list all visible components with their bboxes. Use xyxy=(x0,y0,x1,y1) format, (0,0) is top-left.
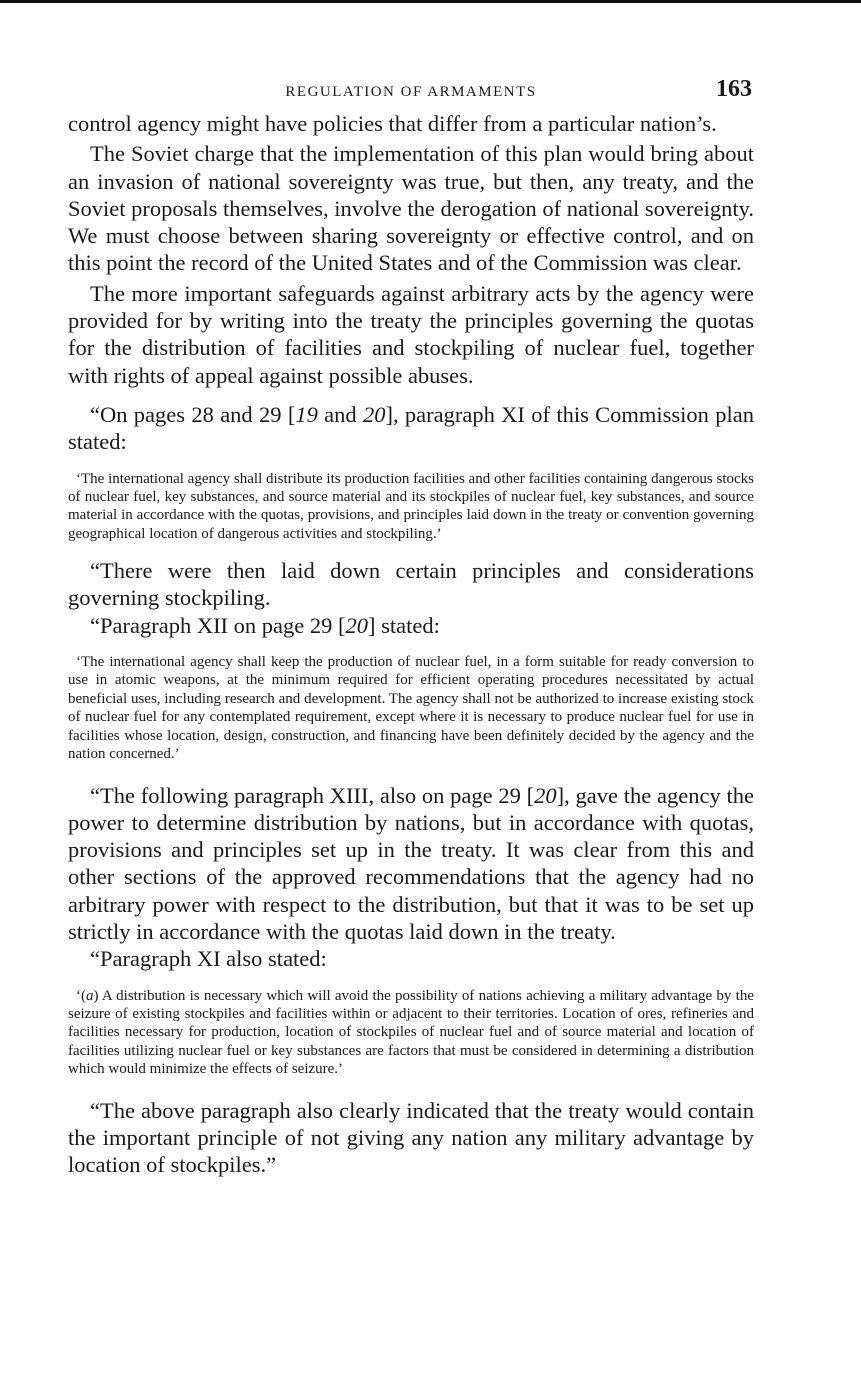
q3-rest: ) A distribution is necessary which will avoid the possibility of nations achieving a military advantage by the seizure of existing stockpiles and facilities within or adjacent to their territories. Location of ores, refineries and facilities necessary for production, location of stockpiles of nuclear fuel and of source material and location of facilities utilizing nuclear fuel or key substances are factors that must be considered in determining a distribution which would minimize the effects of seizure.’ xyxy=(68,987,754,1078)
paragraph-pages-28-29 xyxy=(68,401,754,456)
running-title: REGULATION OF ARMAMENTS xyxy=(285,84,537,100)
q3-open: ‘( xyxy=(76,987,86,1004)
paragraph-soviet-charge: The Soviet charge that the implementation of this plan would bring about an invasion of national sovereignty was true, but then, any treaty, and the Soviet proposals themselves, involve the derogation of national sovereignty. We must choose between sharing sovereignty or effective control, and on this point the record of the United States and of the Commission was clear. xyxy=(68,141,754,276)
document-page xyxy=(68,76,754,1179)
quotation-paragraph-xi: ‘The international agency shall distribute its production facilities and other facilities containing dangerous stocks of nuclear fuel, key substances, and source material and its stockpiles of nuclear fuel, key substances, and source material in accordance with the quotas, provisions, and principles laid down in the treaty or convention governing geographical location of dangerous activities and stockpiling.’ xyxy=(68,470,754,542)
p7-italic-page: 20 xyxy=(534,782,557,808)
paragraph-xii-intro xyxy=(68,612,754,639)
p4-text-c: ], paragraph XI of this Commission plan stated: xyxy=(68,401,754,455)
p6-text-a: “Paragraph XII on page 29 [ xyxy=(90,612,346,638)
p6-text-b: ] stated: xyxy=(368,612,440,638)
p4-italic-page-a: 19 xyxy=(295,401,318,427)
running-header xyxy=(68,76,754,110)
page-number: 163 xyxy=(716,76,752,102)
paragraph-principles-stockpiling: “There were then laid down certain principles and considerations governing stockpiling. xyxy=(68,558,754,611)
page-top-border xyxy=(0,0,861,3)
paragraph-safeguards: The more important safeguards against arbitrary acts by the agency were provided for by writing into the treaty the principles governing the quotas for the distribution of facilities and stockpiling of nuclear fuel, together with rights of appeal against possible abuses. xyxy=(68,280,754,388)
q3-italic-a: a xyxy=(86,987,94,1004)
p4-text-b: and xyxy=(317,401,363,427)
p6-italic-page: 20 xyxy=(345,612,369,638)
paragraph-xiii xyxy=(68,782,754,946)
p4-italic-page-b: 20 xyxy=(362,401,386,427)
paragraph-xi-also-stated: “Paragraph XI also stated: xyxy=(90,946,327,972)
p4-text-a: “On pages 28 and 29 [ xyxy=(90,401,296,427)
quotation-paragraph-xii: ‘The international agency shall keep the production of nuclear fuel, in a form suitable for ready conversion to use in atomic weapons, at the minimum required for efficient operating procedures necessitated by actual beneficial uses, including research and development. The agency shall not be authorized to increase existing stock of nuclear fuel for any contemplated requirement, except where it is necessary to produce nuclear fuel for use in facilities whose location, design, construction, and financing have been definitely decided by the agency and the nation concerned.’ xyxy=(68,654,754,763)
paragraph-conclusion: “The above paragraph also clearly indicated that the treaty would contain the important principle of not giving any nation any military advantage by location of stockpiles.” xyxy=(68,1097,754,1178)
quotation-paragraph-xi-a xyxy=(68,987,754,1079)
p7-text-b: ], gave the agency the power to determine distribution by nations, but in accordance with quotas, provisions and principles set up in the treaty. It was clear from this and other sections of the approved recommendations that the agency had no arbitrary power with respect to the distribution, but that it was to be set up strictly in accordance with the quotas laid down in the treaty. xyxy=(68,782,755,944)
p7-text-a: “The following paragraph XIII, also on page 29 [ xyxy=(90,782,535,808)
paragraph-continuation: control agency might have policies that differ from a particular nation’s. xyxy=(68,111,717,136)
